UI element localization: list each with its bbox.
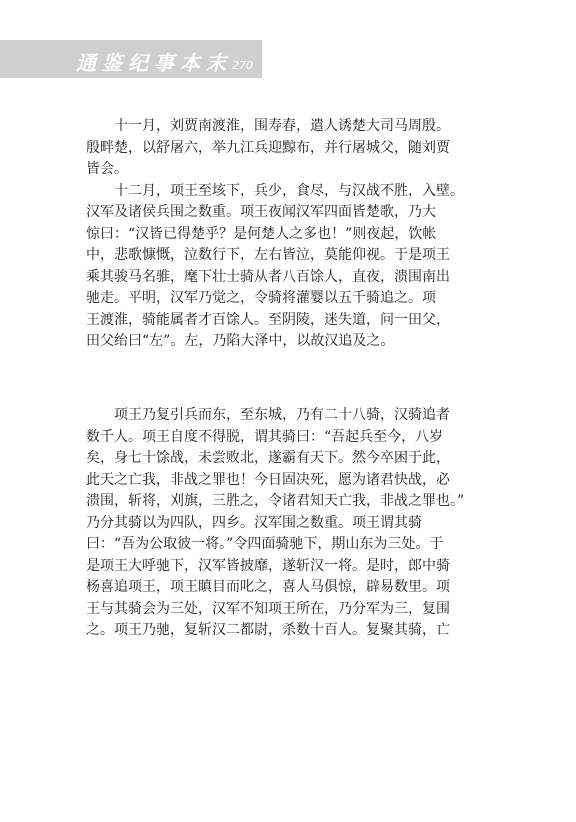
page-number: 270 xyxy=(232,59,253,72)
text-line: 杨喜追项王，项王瞋目而叱之，喜人马俱惊，辟易数里。项 xyxy=(86,579,450,595)
text-line: 曰：“吾为公取彼一将。”令四面骑驰下，期山东为三处。于 xyxy=(86,536,444,552)
text-line: 此天之亡我，非战之罪也！今日固决死，愿为诸君快战，必 xyxy=(86,471,450,488)
text-line: 驰走。平明，汉军乃觉之，令骑将灌婴以五千骑追之。项 xyxy=(86,290,436,306)
text-line: 十二月，项王至垓下，兵少，食尽，与汉战不胜，入壁。 xyxy=(114,182,464,199)
text-block-top xyxy=(86,116,490,353)
text-line: 乃分其骑以为四队，四乡。汉军围之数重。项王谓其骑 xyxy=(86,514,422,531)
text-line: 惊曰：“汉皆已得楚乎？是何楚人之多也！”则夜起，饮帐 xyxy=(86,225,437,242)
text-line: 田父绐曰“左”。左，乃陷大泽中，以故汉追及之。 xyxy=(86,333,395,349)
text-line: 溃围，斩将，刈旗，三胜之，令诸君知天亡我，非战之罪也。” xyxy=(86,493,465,509)
text-line: 殷畔楚，以舒屠六，举九江兵迎黥布，并行屠城父，随刘贾 xyxy=(86,139,450,156)
text-line: 十一月，刘贾南渡淮，围寿春，遣人诱楚大司马周殷。 xyxy=(114,118,450,134)
text-line: 之。项王乃驰，复斩汉二都尉，杀数十百人。复聚其骑，亡 xyxy=(86,622,450,638)
text-line: 王渡淮，骑能属者才百馀人。至阴陵，迷失道，问一田父， xyxy=(86,311,450,328)
text-line: 汉军及诸侯兵围之数重。项王夜闻汉军四面皆楚歌，乃大 xyxy=(86,204,436,220)
text-line: 中，悲歌慷慨，泣数行下，左右皆泣，莫能仰视。于是项王 xyxy=(86,247,450,263)
book-title: 通鉴纪事本末 xyxy=(76,51,232,75)
text-line: 乘其骏马名骓，麾下壮士骑从者八百馀人，直夜，溃围南出 xyxy=(86,268,450,285)
text-block-bottom xyxy=(86,405,490,642)
text-line: 皆会。 xyxy=(86,161,128,177)
text-line: 是项王大呼驰下，汉军皆披靡，遂斩汉一将。是时，郎中骑 xyxy=(86,557,450,574)
text-line: 王与其骑会为三处，汉军不知项王所在，乃分军为三，复围 xyxy=(86,600,450,617)
text-line: 项王乃复引兵而东，至东城，乃有二十八骑，汉骑追者 xyxy=(114,407,450,423)
text-line: 数千人。项王自度不得脱，谓其骑曰：“吾起兵至今，八岁 xyxy=(86,428,444,445)
text-line: 矣，身七十馀战，未尝败北，遂霸有天下。然今卒困于此， xyxy=(86,450,450,466)
